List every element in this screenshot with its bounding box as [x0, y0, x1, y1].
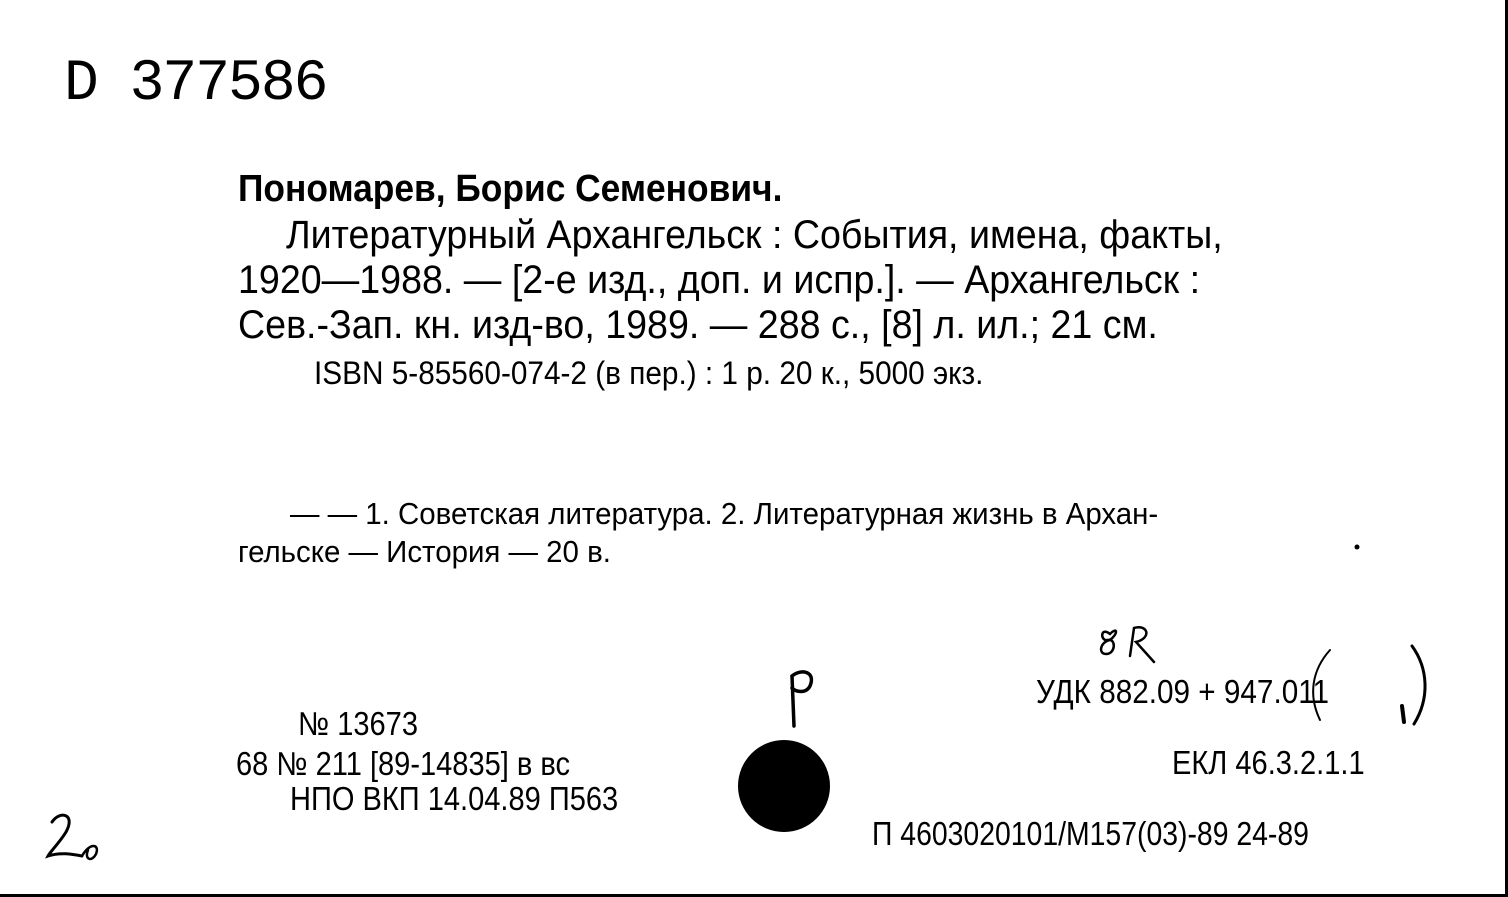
handwritten-bracket — [1290, 640, 1440, 730]
black-dot — [736, 738, 832, 834]
subjects-line: гельске — История — 20 в. — [238, 534, 611, 569]
handwritten-note — [1096, 620, 1166, 670]
handwritten-letter — [780, 666, 820, 730]
price-code-line: П 4603020101/М157(03)-89 24-89 — [872, 815, 1309, 852]
order-line: 68 № 211 [89-14835] в вс — [236, 745, 571, 782]
handwritten-mark — [42, 808, 106, 864]
title-line: 1920—1988. — [2-е изд., доп. и испр.]. — Архангельск : — [238, 258, 1201, 302]
isbn-line: ISBN 5-85560-074-2 (в пер.) : 1 р. 20 к., 5000 экз. — [314, 355, 984, 391]
record-number: № 13673 — [298, 705, 418, 742]
npo-line: НПО ВКП 14.04.89 П563 — [290, 780, 619, 817]
author-heading: Пономарев, Борис Семенович. — [238, 168, 783, 210]
subjects-line: — — 1. Советская литература. 2. Литературная жизнь в Архан- — [290, 496, 1159, 531]
udk-classification: УДК 882.09 + 947.011 — [1036, 673, 1330, 710]
title-line: Литературный Архангельск : События, имена, факты, — [286, 213, 1223, 257]
speck — [1354, 544, 1360, 550]
call-number: D 377586 — [64, 52, 327, 117]
title-line: Сев.-Зап. кн. изд-во, 1989. — 288 с., [8] л. ил.; 21 см. — [238, 303, 1158, 347]
ekl-classification: ЕКЛ 46.3.2.1.1 — [1172, 744, 1365, 781]
